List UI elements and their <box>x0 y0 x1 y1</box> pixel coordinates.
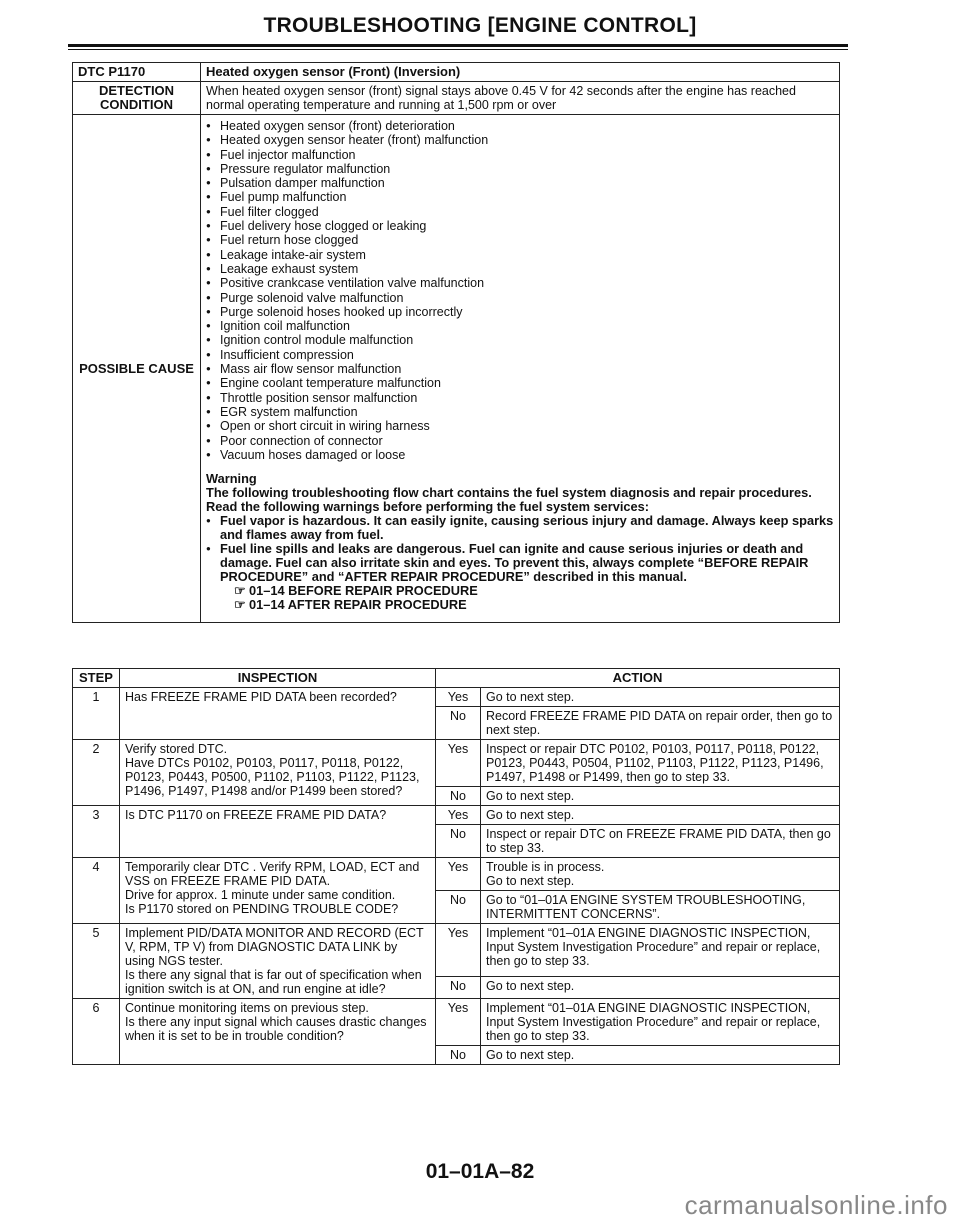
yes-action: Go to next step. <box>481 688 840 707</box>
step-row <box>73 858 840 891</box>
yes-action: Go to next step. <box>481 806 840 825</box>
cause-item: ● Open or short circuit in wiring harness <box>206 419 834 433</box>
yes-label: Yes <box>436 806 481 825</box>
no-label: No <box>436 825 481 858</box>
no-label: No <box>436 707 481 740</box>
step-inspection: Continue monitoring items on previous step. Is there any input signal which causes drastic changes when it is set to be in trouble condition? <box>120 999 436 1065</box>
step-number: 6 <box>73 999 120 1065</box>
cause-item: ● Pulsation damper malfunction <box>206 176 834 190</box>
cause-item: ● Ignition control module malfunction <box>206 333 834 347</box>
cause-item: ● Fuel return hose clogged <box>206 233 834 247</box>
step-inspection: Temporarily clear DTC . Verify RPM, LOAD, ECT and VSS on FREEZE FRAME PID DATA. Drive for approx. 1 minute under same condition. Is P1170 stored on PENDING TROUBLE CODE? <box>120 858 436 924</box>
step-inspection: Is DTC P1170 on FREEZE FRAME PID DATA? <box>120 806 436 858</box>
no-label: No <box>436 787 481 806</box>
yes-action: Trouble is in process. Go to next step. <box>481 858 840 891</box>
cause-label: POSSIBLE CAUSE <box>73 115 201 623</box>
warning-block <box>206 472 834 620</box>
warning-bullet: ● Fuel line spills and leaks are dangerous. Fuel can ignite and cause serious injuries or death and damage. Fuel can also irritate skin and eyes. To prevent this, always complete “BEFORE REPAIR PROCEDURE” and “AFTER REPAIR PROCEDURE” described in this manual. <box>206 542 834 584</box>
no-action: Go to next step. <box>481 977 840 999</box>
cause-item: ● Poor connection of connector <box>206 434 834 448</box>
cause-item: ● Throttle position sensor malfunction <box>206 391 834 405</box>
warning-intro: The following troubleshooting flow chart contains the fuel system diagnosis and repair procedures. Read the following warnings before performing the fuel system services: <box>206 485 812 515</box>
detection-row <box>73 82 840 115</box>
cause-item: ● EGR system malfunction <box>206 405 834 419</box>
no-action: Inspect or repair DTC on FREEZE FRAME PID DATA, then go to step 33. <box>481 825 840 858</box>
step-row <box>73 740 840 787</box>
yes-label: Yes <box>436 999 481 1046</box>
title-rule-thin <box>68 49 848 50</box>
cause-cell <box>201 115 840 623</box>
cause-item: ● Vacuum hoses damaged or loose <box>206 448 834 462</box>
reference-link: ☞ 01–14 BEFORE REPAIR PROCEDURE <box>234 583 478 599</box>
step-row <box>73 924 840 977</box>
col-step-header: STEP <box>73 669 120 688</box>
yes-action: Inspect or repair DTC P0102, P0103, P0117, P0118, P0122, P0123, P0443, P0504, P1102, P1103, P1122, P1123, P1496, P1497, P1498 or P1499, then go to step 33. <box>481 740 840 787</box>
no-label: No <box>436 891 481 924</box>
step-number: 2 <box>73 740 120 806</box>
step-inspection: Has FREEZE FRAME PID DATA been recorded? <box>120 688 436 740</box>
yes-label: Yes <box>436 924 481 977</box>
yes-label: Yes <box>436 688 481 707</box>
cause-item: ● Fuel filter clogged <box>206 205 834 219</box>
watermark: carmanualsonline.info <box>684 1190 948 1220</box>
cause-item: ● Heated oxygen sensor heater (front) malfunction <box>206 133 834 147</box>
cause-item: ● Heated oxygen sensor (front) deterioration <box>206 119 834 133</box>
yes-label: Yes <box>436 740 481 787</box>
warning-title: Warning <box>206 471 257 487</box>
cause-list <box>206 117 834 462</box>
col-inspection-header: INSPECTION <box>120 669 436 688</box>
reference-link: ☞ 01–14 AFTER REPAIR PROCEDURE <box>234 597 467 613</box>
cause-item: ● Positive crankcase ventilation valve malfunction <box>206 276 834 290</box>
yes-label: Yes <box>436 858 481 891</box>
step-row <box>73 806 840 825</box>
no-action: Go to next step. <box>481 787 840 806</box>
cause-item: ● Engine coolant temperature malfunction <box>206 376 834 390</box>
step-inspection: Verify stored DTC. Have DTCs P0102, P0103, P0117, P0118, P0122, P0123, P0443, P0500, P1102, P1103, P1122, P1123, P1496, P1497, P1498 and/or P1499 been stored? <box>120 740 436 806</box>
dtc-header-row <box>73 63 840 82</box>
yes-action: Implement “01–01A ENGINE DIAGNOSTIC INSPECTION, Input System Investigation Procedure” and repair or replace, then go to step 33. <box>481 999 840 1046</box>
no-label: No <box>436 1046 481 1065</box>
step-table-header <box>73 669 840 688</box>
detection-label: DETECTION CONDITION <box>73 82 201 115</box>
cause-item: ● Leakage exhaust system <box>206 262 834 276</box>
no-action: Record FREEZE FRAME PID DATA on repair order, then go to next step. <box>481 707 840 740</box>
yes-action: Implement “01–01A ENGINE DIAGNOSTIC INSPECTION, Input System Investigation Procedure” and repair or replace, then go to step 33. <box>481 924 840 977</box>
cause-item: ● Ignition coil malfunction <box>206 319 834 333</box>
cause-item: ● Leakage intake-air system <box>206 248 834 262</box>
step-number: 3 <box>73 806 120 858</box>
step-number: 4 <box>73 858 120 924</box>
no-action: Go to next step. <box>481 1046 840 1065</box>
step-inspection: Implement PID/DATA MONITOR AND RECORD (ECT V, RPM, TP V) from DIAGNOSTIC DATA LINK by using NGS tester. Is there any signal that is far out of specification when ignition switch is at ON, and run engine at idle? <box>120 924 436 999</box>
cause-item: ● Pressure regulator malfunction <box>206 162 834 176</box>
cause-item: ● Fuel delivery hose clogged or leaking <box>206 219 834 233</box>
detection-text: When heated oxygen sensor (front) signal stays above 0.45 V for 42 seconds after the engine has reached normal operating temperature and running at 1,500 rpm or over <box>201 82 840 115</box>
step-row <box>73 688 840 707</box>
page-number: 01–01A–82 <box>425 1160 535 1183</box>
title-rule <box>68 44 848 47</box>
dtc-code: DTC P1170 <box>73 63 201 82</box>
inspection-step-table <box>72 668 840 1065</box>
col-action-header: ACTION <box>436 669 840 688</box>
cause-item: ● Fuel pump malfunction <box>206 190 834 204</box>
step-row <box>73 999 840 1046</box>
cause-row <box>73 115 840 623</box>
cause-item: ● Mass air flow sensor malfunction <box>206 362 834 376</box>
no-action: Go to “01–01A ENGINE SYSTEM TROUBLESHOOTING, INTERMITTENT CONCERNS”. <box>481 891 840 924</box>
step-number: 5 <box>73 924 120 999</box>
cause-item: ● Insufficient compression <box>206 348 834 362</box>
dtc-name: Heated oxygen sensor (Front) (Inversion) <box>201 63 840 82</box>
no-label: No <box>436 977 481 999</box>
cause-item: ● Purge solenoid valve malfunction <box>206 291 834 305</box>
cause-item: ● Purge solenoid hoses hooked up incorrectly <box>206 305 834 319</box>
step-number: 1 <box>73 688 120 740</box>
dtc-info-table <box>72 62 840 623</box>
warning-bullet: ● Fuel vapor is hazardous. It can easily ignite, causing serious injury and damage. Always keep sparks and flames away from fuel. <box>206 514 834 542</box>
page-title: TROUBLESHOOTING [ENGINE CONTROL] <box>263 14 697 37</box>
cause-item: ● Fuel injector malfunction <box>206 148 834 162</box>
